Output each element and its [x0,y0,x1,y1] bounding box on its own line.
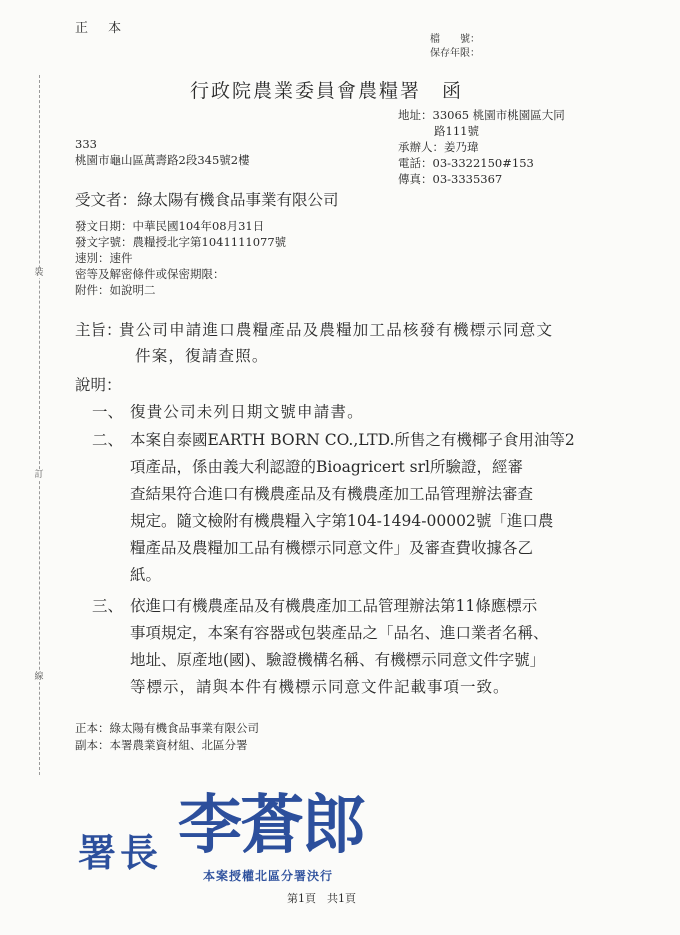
subject-label: 主旨： [75,321,122,339]
officer-label: 承辦人： [398,140,444,154]
recipient-name: 綠太陽有機食品事業有限公司 [137,191,339,209]
subject-line: 件案，復請查照。 [135,347,269,365]
item-number: 一、 [92,403,124,421]
explanation-label: 說明： [75,376,122,394]
item-line: 項產品，係由義大利認證的Bioagricert srl所驗證，經審 [130,458,523,476]
meta-label: 發文日期： [75,219,133,233]
fax-value: 03-3335367 [432,172,503,186]
binding-mark: 訂 [34,470,44,480]
meta-confidential [75,266,225,282]
meta-attachment [75,282,156,298]
meta-value: 速件 [109,251,133,265]
signature-authorization: 本案授權北區分署決行 [203,869,334,883]
retention-label: 保存年限： [430,48,480,59]
item-line: 事項規定，本案有容器或包裝產品之「品名、進口業者名稱、 [130,624,549,642]
sender-address-line2: 路111號 [434,124,479,138]
file-number-label: 檔 號： [430,34,480,45]
recipient-label: 受文者： [75,191,138,209]
meta-value: 中華民國104年08月31日 [132,219,265,233]
copy-mark: 正 本 [75,21,130,36]
meta-label: 附件： [75,283,110,297]
officer-name: 姜乃瑋 [444,140,479,154]
recipient-address: 桃園市龜山區萬壽路2段345號2樓 [75,153,250,167]
signature-stamp [78,790,398,890]
sender-officer [398,139,479,155]
address-label: 地址： [398,108,433,122]
sender-fax [398,171,502,187]
document-title: 行政院農業委員會農糧署 函 [190,80,464,102]
item-line: 本案自泰國EARTH BORN CO.,LTD.所售之有機椰子食用油等2 [130,431,575,449]
signature-name: 李蒼郎 [178,788,364,863]
meta-value: 農糧授北字第1041111077號 [132,235,287,249]
meta-issue-date [75,218,264,234]
phone-label: 電話： [398,156,433,170]
meta-label: 速別： [75,251,110,265]
item-number: 二、 [92,431,124,449]
recipient-postcode: 333 [75,137,97,151]
meta-doc-number [75,234,286,250]
binding-mark: 裝 [34,268,44,278]
item-line: 查結果符合進口有機農產品及有機農產加工品管理辦法審查 [130,485,534,503]
phone-value: 03-3322150#153 [432,156,534,170]
item-line: 糧產品及農糧加工品有機標示同意文件」及審查費收據各乙 [130,539,534,557]
binding-mark: 線 [34,672,44,682]
item-number: 三、 [92,597,124,615]
item-line: 復貴公司未列日期文號申請書。 [130,403,364,421]
item-line: 依進口有機農產品及有機農產加工品管理辦法第11條應標示 [130,597,538,615]
recipient [75,188,339,210]
page-number: 第1頁 共1頁 [287,892,356,905]
item-line: 規定。隨文檢附有機農糧入字第104-1494-00002號「進口農 [130,512,554,530]
signature-title: 署長 [78,830,163,875]
meta-speed [75,250,133,266]
meta-value: 如說明二 [109,283,156,297]
fax-label: 傳真： [398,172,433,186]
item-line: 地址、原產地(國)、驗證機構名稱、有機標示同意文件字號」 [130,651,546,669]
address-value: 33065 桃園市桃園區大同 [432,108,565,122]
meta-label: 發文字號： [75,235,133,249]
binding-line [39,75,40,775]
subject-line: 貴公司申請進口農糧產品及農糧加工品核發有機標示同意文 [119,321,554,339]
distribution-copy: 副本：本署農業資材組、北區分署 [75,738,248,752]
distribution-original: 正本：綠太陽有機食品事業有限公司 [75,721,259,735]
item-line: 等標示，請與本件有機標示同意文件記載事項一致。 [130,678,510,696]
item-line: 紙。 [130,566,162,584]
sender-address-line1 [398,107,565,123]
meta-label: 密等及解密條件或保密期限： [75,267,225,281]
sender-phone [398,155,534,171]
